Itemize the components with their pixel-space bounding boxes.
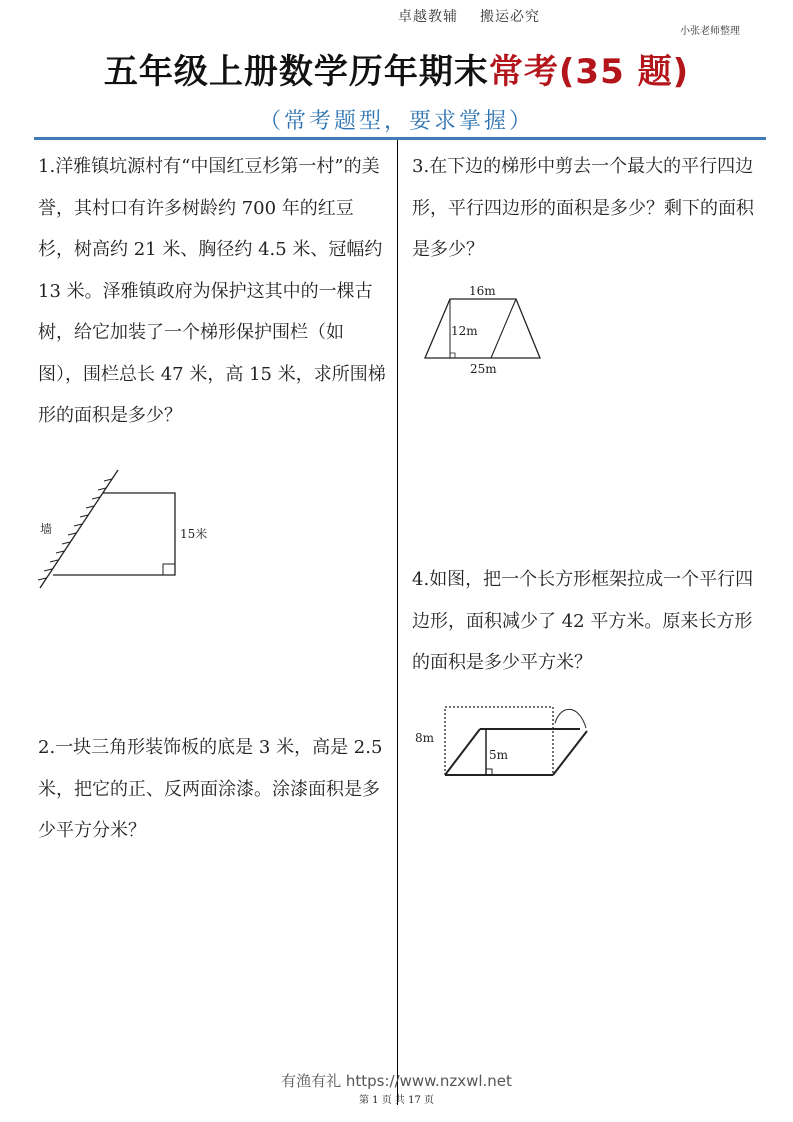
figure-trapezoid-cut [410, 275, 560, 385]
question-3 [412, 146, 762, 271]
question-number: 2. [38, 737, 56, 758]
question-text: 一块三角形装饰板的底是 3 米，高是 2.5 米，把它的正、反两面涂漆。涂漆面积是多少平方分米？ [38, 737, 383, 841]
question-number: 1. [38, 156, 56, 177]
question-2 [38, 727, 390, 852]
column-divider [397, 140, 398, 1105]
height-label: 5m [489, 748, 509, 762]
title-main: 五年级上册数学历年期末 [103, 52, 489, 92]
top-watermark [398, 6, 540, 26]
height-label: 15米 [180, 527, 208, 541]
watermark-left: 卓越教辅 [398, 9, 458, 25]
question-1 [38, 146, 388, 437]
bottom-label: 25m [470, 362, 497, 376]
top-label: 16m [469, 284, 496, 298]
watermark-right: 搬运必究 [480, 9, 540, 25]
question-number: 3. [412, 156, 430, 177]
title-accent: 常考(35 题) [488, 52, 690, 92]
question-4 [412, 559, 762, 684]
header-divider [34, 137, 766, 140]
question-text: 在下边的梯形中剪去一个最大的平行四边形，平行四边形的面积是多少？剩下的面积是多少？ [412, 156, 754, 260]
height-label: 12m [451, 324, 478, 338]
question-number: 4. [412, 569, 430, 590]
side-label: 8m [415, 731, 435, 745]
wall-label: 墙 [40, 522, 53, 536]
page-subtitle: （常考题型，要求掌握） [258, 109, 534, 134]
footer-page-number: 第 1 页 共 17 页 [359, 1095, 434, 1106]
question-text: 如图，把一个长方形框架拉成一个平行四边形，面积减少了 42 平方米。原来长方形的面积是多少平方米？ [412, 569, 754, 673]
figure-rectangle-to-parallelogram [405, 690, 625, 790]
figure-trapezoid-wall [30, 460, 230, 590]
page-title [0, 44, 793, 93]
author-note: 小张老师整理 [680, 26, 740, 37]
footer-site: 有渔有礼 https://www.nzxwl.net [281, 1072, 512, 1090]
question-text: 洋雅镇坑源村有“中国红豆杉第一村”的美誉，其村口有许多树龄约 700 年的红豆杉，树高约 21 米、胸径约 4.5 米、冠幅约 13 米。泽雅镇政府为保护这其中的一棵古树，给它加装了一个梯形保护围栏（如图），围栏总长 47 米，高 15 米，求所围梯形的面积是多少？ [38, 156, 386, 426]
